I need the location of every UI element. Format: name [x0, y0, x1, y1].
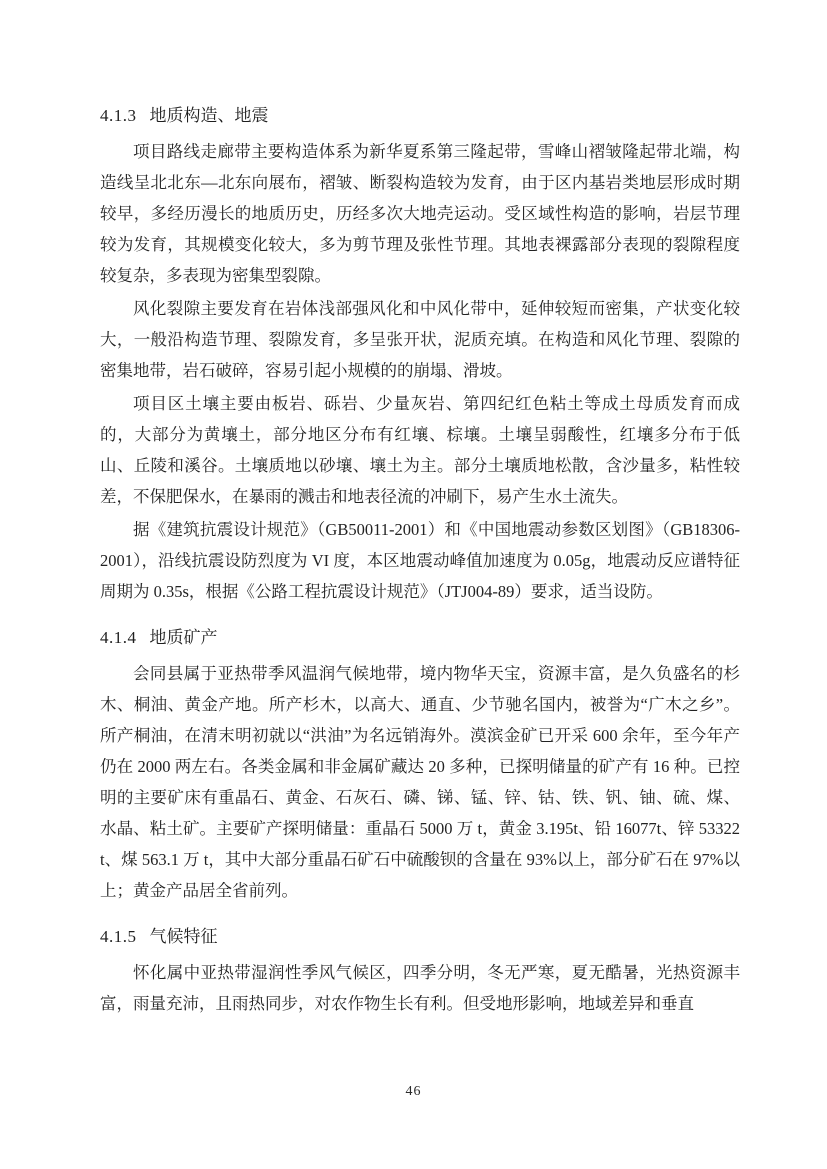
page-footer [0, 1082, 827, 1100]
document-content [100, 100, 740, 1021]
paragraph-climate: 怀化属中亚热带湿润性季风气候区，四季分明，冬无严寒，夏无酷暑，光热资源丰富，雨量充沛，且雨热同步，对农作物生长有利。但受地形影响，地域差异和垂直 [100, 963, 740, 1013]
paragraph-soil: 项目区土壤主要由板岩、砾岩、少量灰岩、第四纪红色粘土等成土母质发育而成的，大部分为黄壤土，部分地区分布有红壤、棕壤。土壤呈弱酸性，红壤多分布于低山、丘陵和溪谷。土壤质地以砂壤、壤土为主。部分土壤质地松散，含沙量多，粘性较差，不保肥保水，在暴雨的溅击和地表径流的冲刷下，易产生水土流失。 [100, 394, 740, 506]
section-number: 4.1.4 [100, 628, 137, 647]
section-heading-4-1-5 [100, 921, 740, 952]
section-title: 地质构造、地震 [149, 106, 269, 125]
section-title: 地质矿产 [149, 628, 218, 647]
page-number: 46 [405, 1084, 422, 1099]
section-number: 4.1.5 [100, 927, 137, 946]
paragraph-geology-structure: 项目路线走廊带主要构造体系为新华夏系第三隆起带，雪峰山褶皱隆起带北端，构造线呈北北东—北东向展布，褶皱、断裂构造较为发育，由于区内基岩类地层形成时期较早，多经历漫长的地质历史，历经多次大地壳运动。受区域性构造的影响，岩层节理较为发育，其规模变化较大，多为剪节理及张性节理。其地表裸露部分表现的裂隙程度较复杂，多表现为密集型裂隙。 [100, 142, 740, 285]
section-title: 气候特征 [149, 927, 218, 946]
paragraph-weathering-fissures: 风化裂隙主要发育在岩体浅部强风化和中风化带中，延伸较短而密集，产状变化较大，一般沿构造节理、裂隙发育，多呈张开状，泥质充填。在构造和风化节理、裂隙的密集地带，岩石破碎，容易引起小规模的的崩塌、滑坡。 [100, 299, 740, 380]
paragraph-seismic-code: 据《建筑抗震设计规范》（GB50011-2001）和《中国地震动参数区划图》（GB18306-2001），沿线抗震设防烈度为 VI 度，本区地震动峰值加速度为 0.05g，地震动反应谱特征周期为 0.35s，根据《公路工程抗震设计规范》（JTJ004-89）要求，适当设防。 [100, 520, 740, 601]
section-heading-4-1-3 [100, 100, 740, 131]
section-heading-4-1-4 [100, 622, 740, 653]
section-number: 4.1.3 [100, 106, 137, 125]
paragraph-mineral-resources: 会同县属于亚热带季风温润气候地带，境内物华天宝，资源丰富，是久负盛名的杉木、桐油、黄金产地。所产杉木，以高大、通直、少节驰名国内，被誉为“广木之乡”。所产桐油，在清末明初就以“洪油”为名远销海外。漠滨金矿已开采 600 余年，至今年产仍在 2000 两左右。各类金属和非金属矿藏达 20 多种，已探明储量的矿产有 16 种。已控明的主要矿床有重晶石、黄金、石灰石、磷、锑、锰、锌、钴、铁、钒、铀、硫、煤、水晶、粘土矿。主要矿产探明储量：重晶石 5000 万 t，黄金 3.195t、铅 16077t、锌 53322t、煤 563.1 万 t，其中大部分重晶石矿石中硫酸钡的含量在 93%以上，部分矿石在 97%以上；黄金产品居全省前列。 [100, 664, 740, 900]
